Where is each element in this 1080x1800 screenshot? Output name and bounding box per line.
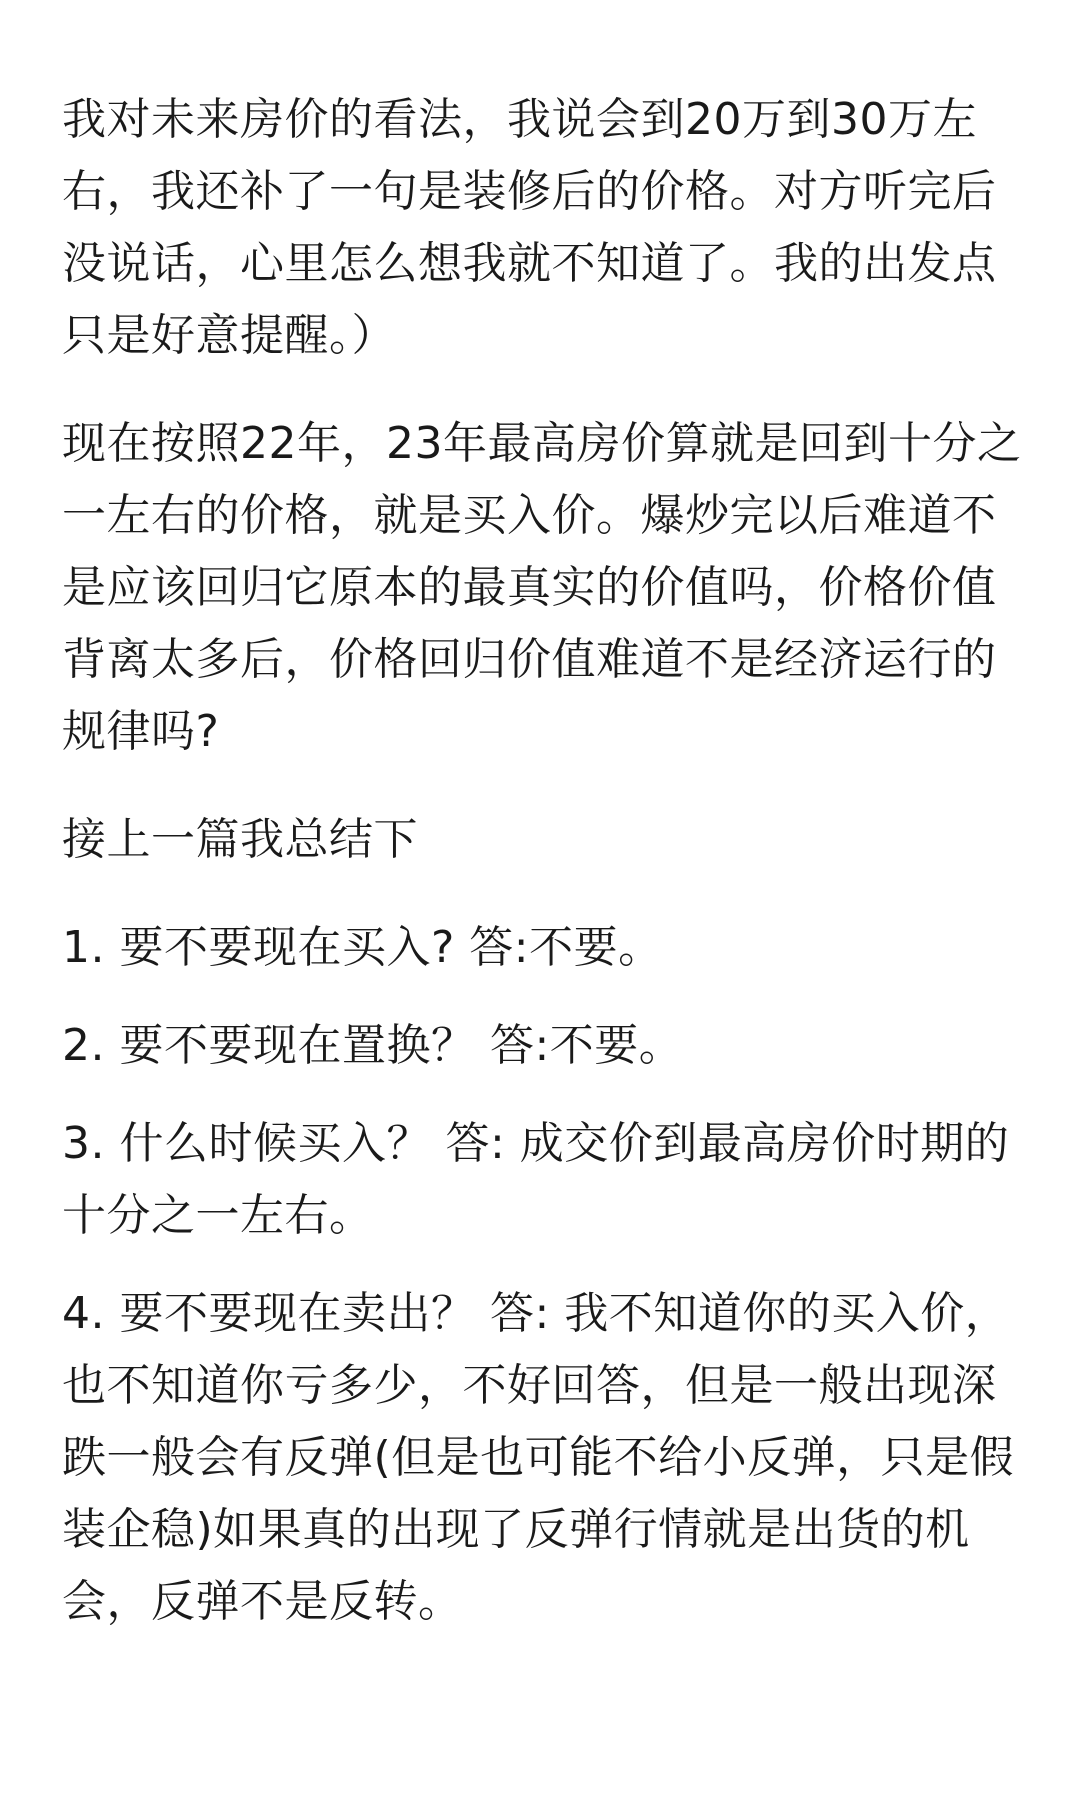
- list-item-swap-now: 2. 要不要现在置换？ 答:不要。: [62, 1020, 684, 1071]
- list-item-when-to-buy: 3. 什么时候买入？ 答: 成交价到最高房价时期的十分之一左右。: [62, 1118, 1010, 1241]
- paragraph-summary-intro: 接上一篇我总结下: [62, 814, 418, 865]
- list-item-sell-now: 4. 要不要现在卖出？ 答: 我不知道你的买入价，也不知道你亏多少，不好回答，但是一般出现深跌一般会有反弹(但是也可能不给小反弹，只是假装企稳)如果真的出现了反弹行情就是出货的机会，反弹不是反转。: [62, 1288, 1015, 1627]
- article-body: [62, 84, 1030, 1638]
- paragraph-price-regression: 现在按照22年，23年最高房价算就是回到十分之一左右的价格，就是买入价。爆炒完以后难道不是应该回归它原本的最真实的价值吗，价格价值背离太多后，价格回归价值难道不是经济运行的规律吗?: [62, 418, 1022, 757]
- paragraph-price-view: 我对未来房价的看法，我说会到20万到30万左右，我还补了一句是装修后的价格。对方听完后没说话，心里怎么想我就不知道了。我的出发点只是好意提醒。）: [62, 94, 997, 361]
- list-item-buy-now: 1. 要不要现在买入? 答:不要。: [62, 922, 663, 973]
